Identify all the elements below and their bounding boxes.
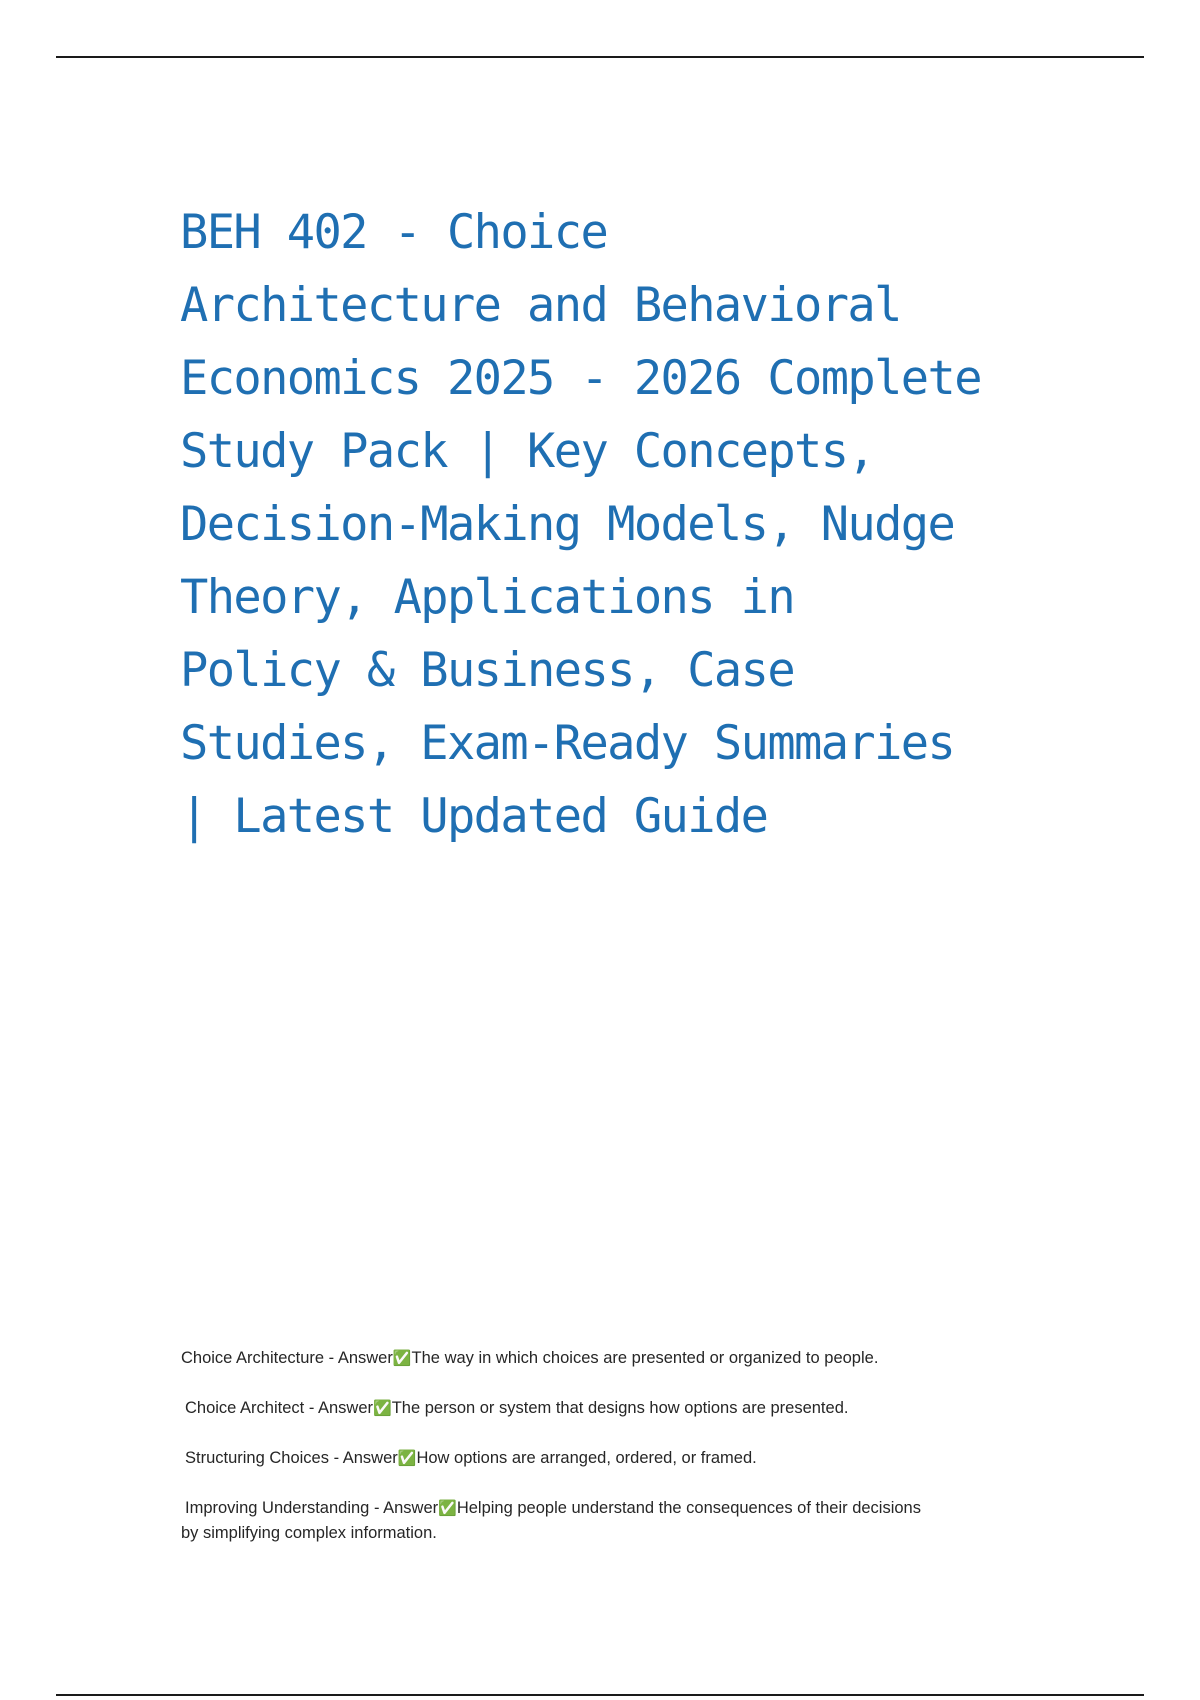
top-divider — [56, 56, 1144, 58]
title-line: BEH 402 - Choice — [180, 205, 608, 260]
qa-entry — [181, 1496, 1041, 1546]
qa-entry — [181, 1396, 1041, 1421]
check-icon: ✅ — [438, 1499, 457, 1517]
title-line: Policy & Business, Case — [180, 643, 795, 698]
qa-separator: - Answer — [328, 1449, 398, 1467]
qa-separator: - Answer — [304, 1399, 374, 1417]
qa-definition: The person or system that designs how options are presented. — [391, 1399, 849, 1417]
check-icon: ✅ — [397, 1449, 417, 1467]
title-line: Decision-Making Models, Nudge — [180, 497, 955, 552]
qa-definition: The way in which choices are presented or organized to people. — [411, 1349, 879, 1367]
qa-list — [181, 1346, 1041, 1571]
qa-definition-continuation: by simplifying complex information. — [181, 1524, 437, 1542]
qa-definition: Helping people understand the consequences of their decisions — [456, 1499, 921, 1517]
qa-term: Choice Architecture — [181, 1349, 325, 1367]
document-title — [180, 196, 1040, 853]
qa-definition: How options are arranged, ordered, or framed. — [416, 1449, 757, 1467]
bottom-divider — [56, 1694, 1144, 1696]
check-icon: ✅ — [392, 1349, 412, 1367]
qa-term: Choice Architect — [185, 1399, 305, 1417]
title-line: Study Pack | Key Concepts, — [180, 424, 875, 479]
qa-separator: - Answer — [369, 1499, 439, 1517]
check-icon: ✅ — [373, 1399, 392, 1417]
title-line: Studies, Exam-Ready Summaries — [180, 716, 955, 771]
qa-separator: - Answer — [324, 1349, 393, 1367]
title-line: Architecture and Behavioral — [180, 278, 901, 333]
qa-entry — [181, 1446, 1041, 1471]
qa-entry — [181, 1346, 1041, 1371]
qa-term: Structuring Choices — [185, 1449, 329, 1467]
title-line: Theory, Applications in — [180, 570, 795, 625]
title-line: | Latest Updated Guide — [180, 789, 768, 844]
qa-term: Improving Understanding — [185, 1499, 370, 1517]
title-line: Economics 2025 - 2026 Complete — [180, 351, 981, 406]
